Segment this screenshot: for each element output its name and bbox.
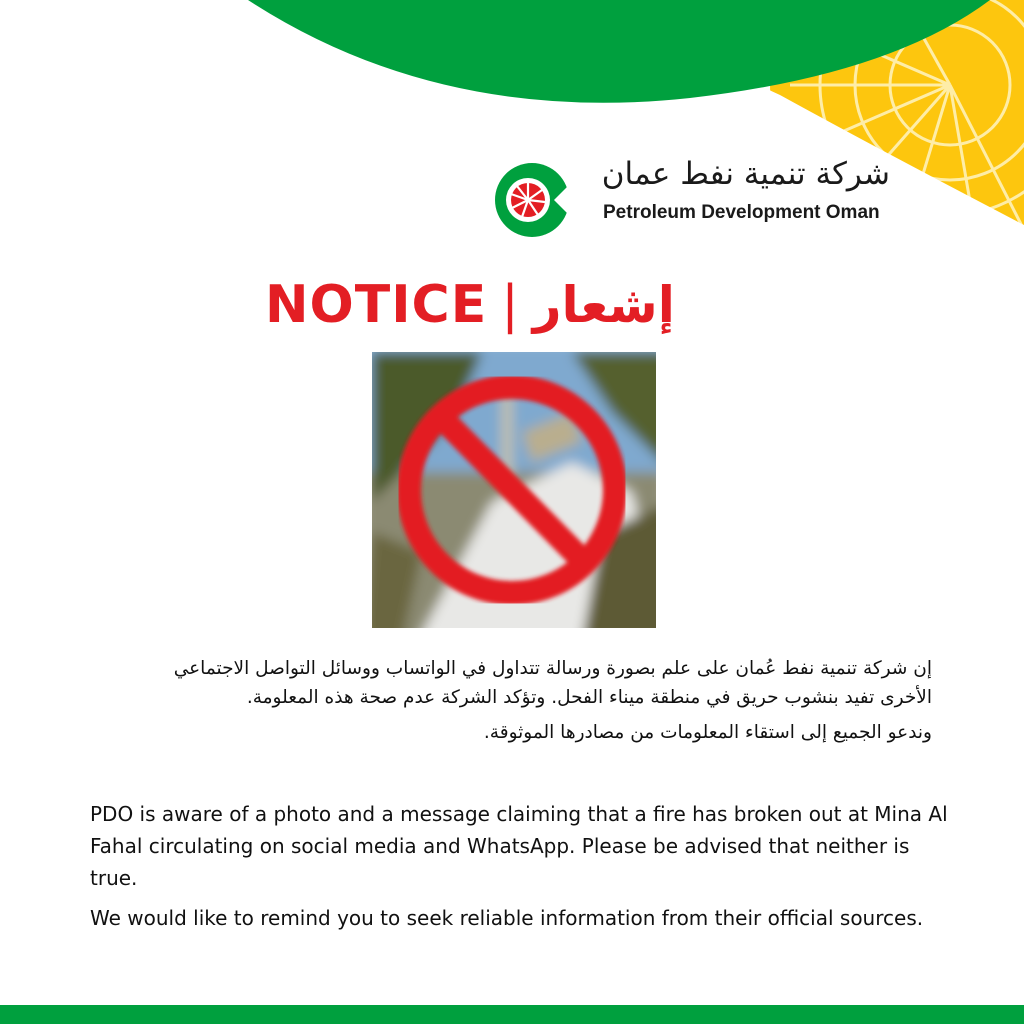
notice-heading-arabic: إشعار <box>532 276 675 334</box>
pdo-logo-icon <box>492 160 572 240</box>
company-name-english: Petroleum Development Oman <box>603 202 880 223</box>
english-paragraph-1: PDO is aware of a photo and a message claiming that a fire has broken out at Mina Al Fahal circulating on social media and WhatsApp. Please be advised that neither is true. <box>90 802 948 890</box>
crossed-out-photo <box>372 352 656 628</box>
arabic-statement <box>150 654 932 747</box>
notice-heading <box>265 270 715 340</box>
company-name-arabic: شركة تنمية نفط عمان <box>601 156 890 192</box>
arabic-paragraph-1: إن شركة تنمية نفط عُمان على علم بصورة ورسالة تتداول في الواتساب ووسائل التواصل الاجتماعي الأخرى تفيد بنشوب حريق في منطقة ميناء الفحل. وتؤكد الشركة عدم صحة هذه المعلومة. <box>173 658 932 708</box>
notice-heading-english: NOTICE <box>265 275 488 335</box>
company-logo <box>490 150 910 240</box>
arabic-paragraph-2: وندعو الجميع إلى استقاء المعلومات من مصادرها الموثوقة. <box>483 722 932 743</box>
notice-heading-separator: | <box>501 275 519 335</box>
blurred-photo <box>372 352 656 628</box>
english-statement <box>90 798 950 934</box>
bottom-green-bar <box>0 1005 1024 1024</box>
english-paragraph-2: We would like to remind you to seek reliable information from their official sources. <box>90 906 924 930</box>
